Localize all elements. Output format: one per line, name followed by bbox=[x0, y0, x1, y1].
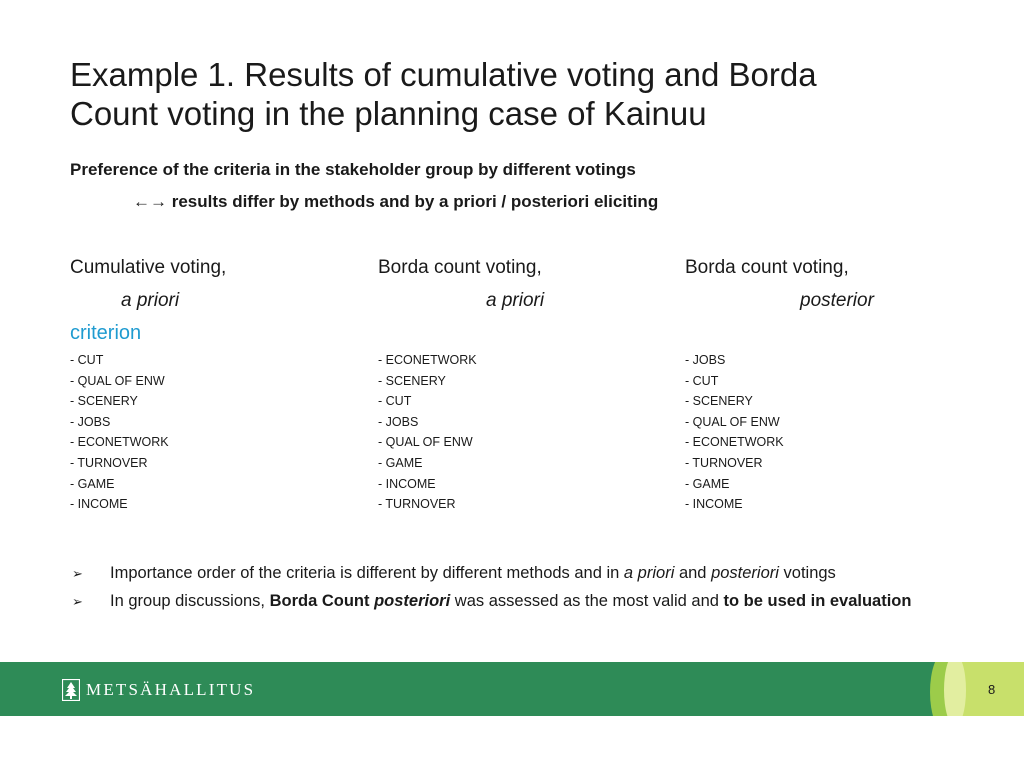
list-item: - GAME bbox=[378, 455, 423, 470]
bullet-item bbox=[72, 591, 992, 612]
list-item: - INCOME bbox=[378, 476, 436, 491]
list-item: - GAME bbox=[685, 476, 730, 491]
column-3-list bbox=[685, 350, 784, 515]
footer-accent-shape bbox=[944, 662, 1024, 716]
column-2-subheading: a priori bbox=[486, 290, 545, 311]
list-item: - QUAL OF ENW bbox=[685, 414, 780, 429]
conclusion-bullets bbox=[72, 563, 992, 619]
list-item: - ECONETWORK bbox=[70, 435, 169, 450]
subheading-line-2 bbox=[133, 192, 658, 212]
double-arrow-icon: ←→ bbox=[133, 192, 167, 211]
list-item: - TURNOVER bbox=[378, 497, 456, 512]
subheading-line-2-text: results differ by methods and by a priori / posteriori eliciting bbox=[167, 192, 659, 211]
list-item: - JOBS bbox=[378, 414, 419, 429]
list-item: - SCENERY bbox=[70, 394, 138, 409]
bullet-text-bold: to be used in evaluation bbox=[723, 592, 912, 610]
list-item: - ECONETWORK bbox=[378, 353, 477, 367]
arrow-bullet-icon: ➢ bbox=[72, 566, 83, 581]
bullet-text: and bbox=[674, 564, 712, 582]
criterion-label: criterion bbox=[70, 322, 142, 344]
column-1-heading: Cumulative voting, bbox=[70, 257, 227, 278]
subheading: Preference of the criteria in the stakeholder group by different votings bbox=[70, 160, 636, 179]
bullet-text-bold-italic: posteriori bbox=[374, 592, 451, 610]
bullet-text: Importance order of the criteria is different by different methods and in bbox=[110, 564, 624, 582]
list-item: - INCOME bbox=[70, 497, 128, 512]
bullet-text: was assessed as the most valid and bbox=[450, 592, 724, 610]
list-item: - SCENERY bbox=[378, 373, 446, 388]
slide-title-line-2: Count voting in the planning case of Kainuu bbox=[70, 95, 707, 132]
column-3-heading: Borda count voting, bbox=[685, 257, 849, 278]
column-2-list bbox=[378, 350, 477, 515]
column-1-subheading: a priori bbox=[121, 290, 180, 311]
slide-title bbox=[70, 55, 970, 133]
list-item: - CUT bbox=[685, 373, 719, 388]
slide-title-line-1: Example 1. Results of cumulative voting and Borda bbox=[70, 56, 817, 93]
list-item: - SCENERY bbox=[685, 394, 753, 409]
list-item: - TURNOVER bbox=[70, 455, 148, 470]
list-item: - GAME bbox=[70, 476, 115, 491]
bullet-text-italic: posteriori bbox=[711, 564, 779, 582]
logo-text: METSÄHALLITUS bbox=[86, 680, 256, 699]
bullet-text-bold: Borda Count bbox=[269, 592, 375, 610]
bullet-item bbox=[72, 563, 992, 584]
list-item: - INCOME bbox=[685, 497, 743, 512]
page-number: 8 bbox=[988, 682, 996, 697]
list-item: - TURNOVER bbox=[685, 455, 763, 470]
list-item: - ECONETWORK bbox=[685, 435, 784, 450]
bullet-text: In group discussions, bbox=[110, 592, 270, 610]
list-item: - CUT bbox=[70, 353, 104, 367]
footer-band bbox=[0, 662, 1024, 716]
bullet-text-italic: a priori bbox=[623, 564, 675, 582]
tree-emblem-icon bbox=[62, 679, 80, 701]
column-3-subheading: posterior bbox=[800, 290, 874, 311]
arrow-bullet-icon: ➢ bbox=[72, 594, 83, 609]
metsahallitus-logo bbox=[62, 679, 255, 701]
list-item: - QUAL OF ENW bbox=[378, 435, 473, 450]
bullet-text: votings bbox=[778, 564, 836, 582]
list-item: - JOBS bbox=[70, 414, 111, 429]
list-item: - JOBS bbox=[685, 353, 726, 367]
column-1-list bbox=[70, 350, 169, 515]
list-item: - QUAL OF ENW bbox=[70, 373, 165, 388]
list-item: - CUT bbox=[378, 394, 412, 409]
column-2-heading: Borda count voting, bbox=[378, 257, 542, 278]
